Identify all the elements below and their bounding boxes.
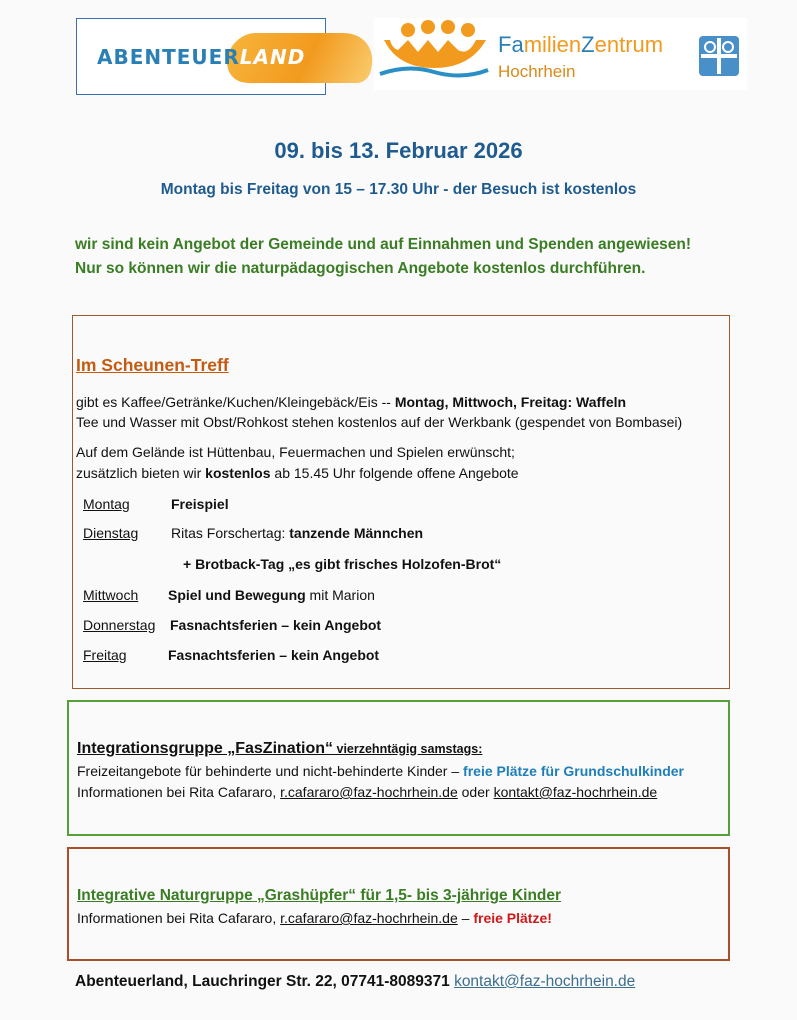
waffle-days: Montag, Mittwoch, Freitag: Waffeln — [394, 394, 627, 410]
integration-title-schedule: vierzehntägig samstags: — [333, 742, 483, 756]
schedule-day: Dienstag — [83, 525, 139, 541]
free-places-badge: freie Plätze für Grundschulkinder — [463, 763, 684, 779]
logo-word-land: LAND — [239, 45, 306, 69]
schedule-activity: Fasnachtsferien – kein Angebot — [170, 617, 382, 633]
footer-address-text: Abenteuerland, Lauchringer Str. 22, 07741-8089371 — [75, 973, 455, 990]
scheune-line-4-free: kostenlos — [205, 465, 271, 481]
nature-line — [77, 910, 552, 926]
scheune-line-2: Tee und Wasser mit Obst/Rohkost stehen kostenlos auf der Werkbank (gespendet von Bombasei) — [76, 414, 683, 430]
logo-z: Z — [581, 32, 595, 57]
schedule-activity-bold: Spiel und Bewegung — [168, 587, 306, 603]
email-link-cafararo-2[interactable]: r.cafararo@faz-hochrhein.de — [280, 910, 458, 926]
schedule-day: Donnerstag — [83, 617, 156, 633]
schedule-activity — [171, 525, 423, 541]
logo-wordmark — [97, 45, 305, 69]
integration-title-main: Integrationsgruppe „FasZination“ — [77, 740, 334, 757]
event-date: 09. bis 13. Februar 2026 — [274, 138, 523, 163]
scheune-line-4-a: zusätzlich bieten wir — [76, 465, 206, 481]
free-places-red-badge: freie Plätze! — [473, 910, 552, 926]
event-hours: Montag bis Freitag von 15 – 17.30 Uhr - der Besuch ist kostenlos — [160, 181, 637, 198]
logo-region-text: Hochrhein — [498, 62, 576, 81]
integration-or-text: oder — [457, 784, 494, 800]
scheune-line-4 — [76, 463, 519, 484]
schedule-day: Mittwoch — [83, 587, 139, 603]
integration-line-1 — [77, 763, 684, 779]
integration-line-2 — [77, 784, 657, 800]
schedule-activity — [168, 587, 375, 603]
schedule-activity-rest: mit Marion — [305, 587, 375, 603]
logo-familienzentrum-text — [498, 32, 663, 58]
schedule-activity: Freispiel — [171, 496, 229, 512]
logo-entrum: entrum — [594, 32, 664, 57]
logo-word-abenteuer: ABENTEUER — [97, 45, 240, 69]
nature-dash: – — [457, 910, 474, 926]
scheune-line-1 — [76, 392, 626, 413]
email-link-kontakt[interactable]: kontakt@faz-hochrhein.de — [493, 784, 658, 800]
schedule-day: Freitag — [83, 647, 127, 663]
integration-group-title — [77, 740, 482, 758]
scheune-line-1-text: gibt es Kaffee/Getränke/Kuchen/Kleingebäck/Eis -- — [76, 394, 395, 410]
scheunen-treff-box — [72, 315, 730, 689]
schedule-day: Montag — [83, 496, 130, 512]
logo-milien: milien — [523, 32, 582, 57]
footer-address — [75, 973, 635, 991]
schedule-activity-bold: tanzende Männchen — [289, 525, 424, 541]
logo-fa: Fa — [498, 32, 524, 57]
schedule-activity-extra: + Brotback-Tag „es gibt frisches Holzofen-Brot“ — [183, 556, 502, 572]
schedule-activity-pre: Ritas Forschertag: — [171, 525, 290, 541]
church-cross-icon — [698, 35, 740, 77]
schedule-activity: Fasnachtsferien – kein Angebot — [168, 647, 380, 663]
familienzentrum-logo — [374, 18, 747, 90]
integration-contact-text: Informationen bei Rita Cafararo, — [77, 784, 281, 800]
integration-group-box — [67, 700, 730, 836]
footer-email-link[interactable]: kontakt@faz-hochrhein.de — [454, 973, 636, 990]
scheune-line-4-c: ab 15.45 Uhr folgende offene Angebote — [270, 465, 519, 481]
figures-boat-icon — [378, 20, 490, 84]
integration-line-1-text: Freizeitangebote für behinderte und nicht-behinderte Kinder – — [77, 763, 464, 779]
nature-group-box — [67, 847, 730, 961]
nature-contact-text: Informationen bei Rita Cafararo, — [77, 910, 281, 926]
scheune-line-3: Auf dem Gelände ist Hüttenbau, Feuermachen und Spielen erwünscht; — [76, 444, 515, 460]
email-link-cafararo[interactable]: r.cafararo@faz-hochrhein.de — [280, 784, 458, 800]
scheunen-treff-title: Im Scheunen-Treff — [76, 355, 229, 375]
nature-group-title: Integrative Naturgruppe „Grashüpfer“ für 1,5- bis 3-jährige Kinder — [77, 887, 562, 904]
abenteuerland-logo — [76, 18, 326, 95]
donation-notice: wir sind kein Angebot der Gemeinde und auf Einnahmen und Spenden angewiesen! Nur so können wir die naturpädagogischen Angebote kostenlos durchführen. — [75, 236, 692, 277]
